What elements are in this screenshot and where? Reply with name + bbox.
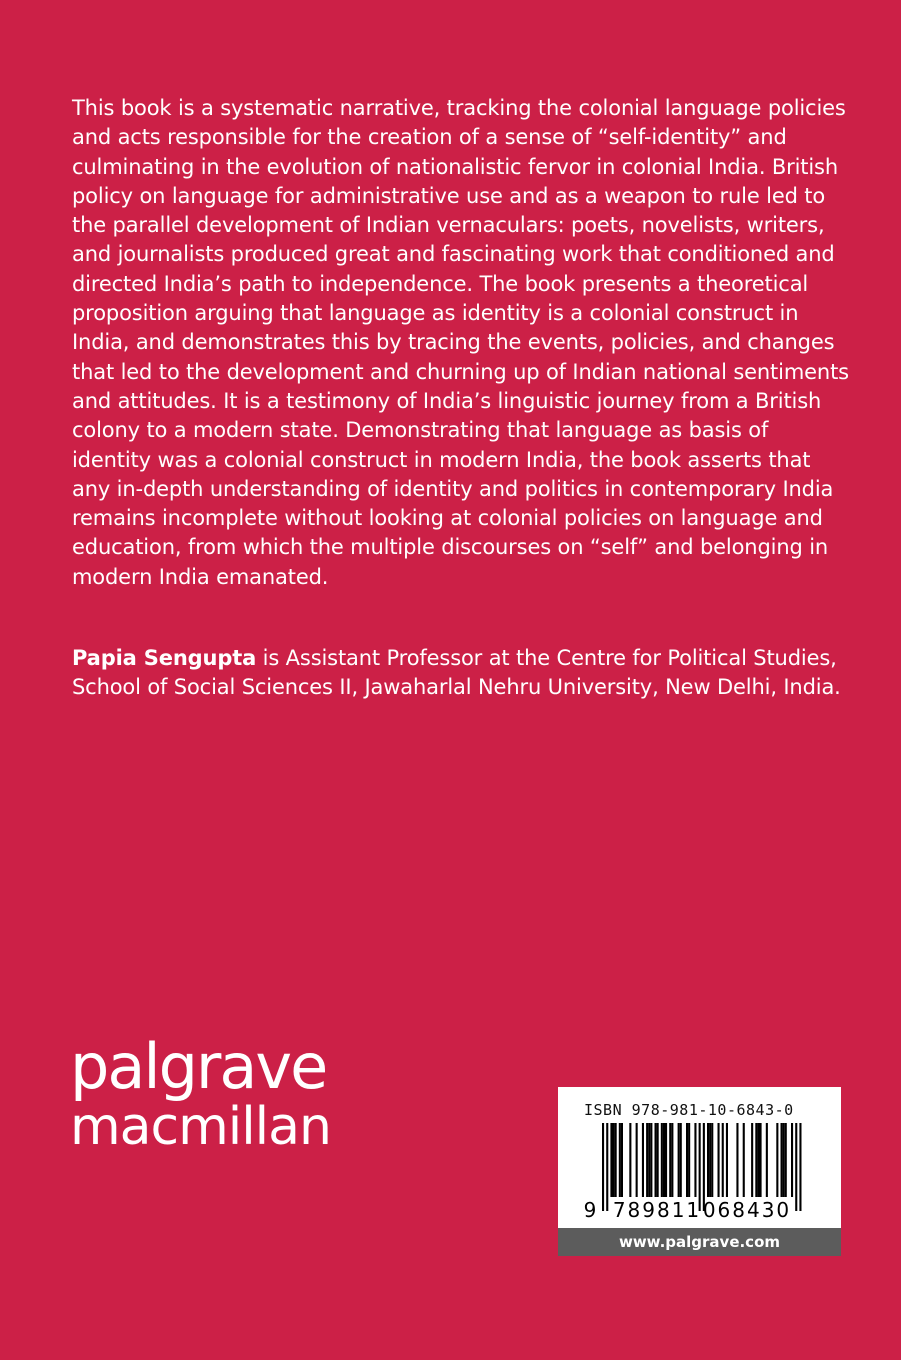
barcode-bar bbox=[606, 1123, 608, 1211]
barcode-bar bbox=[646, 1123, 648, 1197]
barcode-bar bbox=[678, 1123, 680, 1197]
author-name: Papia Sengupta bbox=[72, 646, 257, 670]
barcode-bar bbox=[619, 1123, 621, 1197]
barcode-bar bbox=[766, 1123, 768, 1197]
barcode-bar bbox=[760, 1123, 762, 1197]
barcode bbox=[558, 1087, 841, 1228]
isbn-barcode-panel bbox=[558, 1087, 841, 1256]
barcode-bar bbox=[694, 1123, 696, 1197]
barcode-bar bbox=[722, 1123, 724, 1197]
barcode-bar bbox=[642, 1123, 644, 1197]
barcode-digit-group-right: 068430 bbox=[702, 1198, 792, 1222]
barcode-bar bbox=[669, 1123, 671, 1197]
publisher-logo bbox=[70, 1030, 390, 1157]
barcode-bar bbox=[711, 1123, 713, 1197]
barcode-digit-group-left: 789811 bbox=[612, 1198, 702, 1222]
barcode-bar bbox=[783, 1123, 785, 1197]
barcode-bar bbox=[671, 1123, 673, 1197]
publisher-logo-line1: palgrave bbox=[70, 1030, 327, 1103]
author-bio bbox=[72, 644, 852, 703]
barcode-bar bbox=[707, 1123, 709, 1197]
barcode-bar bbox=[776, 1123, 778, 1197]
barcode-bar bbox=[621, 1123, 623, 1197]
book-description: This book is a systematic narrative, tracking the colonial language policies and acts responsible for the creation of a sense of “self-identity” and culminating in the evolution of nationalistic fervor in colonial India. British policy on language for administrative use and as a weapon to rule led to the parallel development of Indian vernaculars: poets, novelists, writers, and journalists produced great and fascinating work that conditioned and directed India’s path to independence. The book presents a theoretical proposition arguing that language as identity is a colonial construct in India, and demonstrates this by tracing the events, policies, and changes that led to the development and churning up of Indian national sentiments and attitudes. It is a testimony of India’s linguistic journey from a British colony to a modern state. Demonstrating that language as basis of identity was a colonial construct in modern India, the book asserts that any in-depth understanding of identity and politics in contemporary India remains incomplete without looking at colonial policies on language and education, from which the multiple discourses on “self” and belonging in modern India emanated. bbox=[72, 96, 849, 589]
barcode-bar bbox=[636, 1123, 638, 1197]
barcode-bar bbox=[785, 1123, 787, 1197]
barcode-bar bbox=[791, 1123, 793, 1197]
barcode-bar bbox=[718, 1123, 720, 1197]
barcode-bar bbox=[648, 1123, 650, 1197]
publisher-logo-line2: macmillan bbox=[70, 1097, 331, 1157]
barcode-bar bbox=[781, 1123, 783, 1197]
barcode-bar bbox=[686, 1123, 688, 1197]
barcode-bar bbox=[650, 1123, 652, 1197]
author-bio-text: is Assistant Professor at the Centre for Political Studies, School of Social Sciences II, Jawaharlal Nehru University, New Delhi, India. bbox=[72, 646, 841, 700]
barcode-bar bbox=[743, 1123, 745, 1197]
isbn-label: ISBN 978-981-10-6843-0 bbox=[584, 1101, 794, 1119]
barcode-bar bbox=[795, 1123, 797, 1211]
barcode-bar bbox=[613, 1123, 615, 1197]
publisher-url: www.palgrave.com bbox=[558, 1228, 841, 1256]
barcode-bar bbox=[655, 1123, 657, 1197]
barcode-bar bbox=[755, 1123, 757, 1197]
barcode-bar bbox=[799, 1123, 801, 1211]
barcode-bar bbox=[657, 1123, 659, 1197]
barcode-bar bbox=[665, 1123, 667, 1197]
barcode-bar bbox=[680, 1123, 682, 1197]
barcode-bar bbox=[663, 1123, 665, 1197]
barcode-bar bbox=[610, 1123, 612, 1197]
barcode-bar bbox=[736, 1123, 738, 1197]
barcode-bar bbox=[757, 1123, 759, 1197]
barcode-bar bbox=[726, 1123, 728, 1197]
barcode-bar bbox=[615, 1123, 617, 1197]
barcode-digit-first: 9 bbox=[583, 1198, 597, 1222]
barcode-bar bbox=[661, 1123, 663, 1197]
barcode-bar bbox=[602, 1123, 604, 1211]
barcode-bar bbox=[709, 1123, 711, 1197]
barcode-bar bbox=[751, 1123, 753, 1197]
barcode-bar bbox=[629, 1123, 631, 1197]
barcode-bar bbox=[688, 1123, 690, 1197]
